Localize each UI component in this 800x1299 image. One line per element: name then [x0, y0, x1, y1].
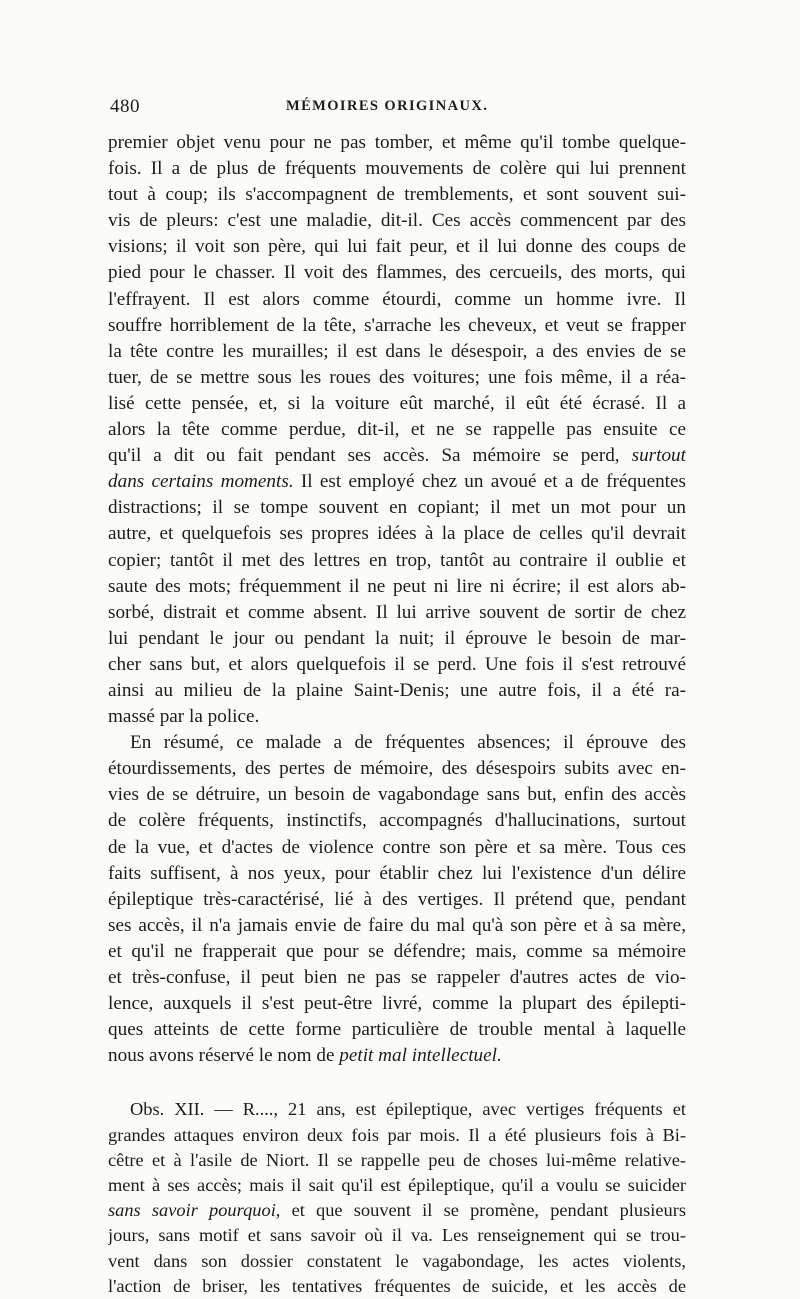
- text-line: l'effrayent. Il est alors comme étourdi, comme un homme ivre. Il: [108, 288, 686, 310]
- text-line: [108, 469, 686, 495]
- text-line: massé par la police.: [108, 706, 260, 728]
- text-line: visions; il voit son père, qui lui fait peur, et il lui donne des coups de: [108, 236, 686, 258]
- text-line: cêtre et à l'asile de Niort. Il se rappelle peu de choses lui-même relative-: [108, 1149, 686, 1170]
- text-line: premier objet venu pour ne pas tomber, et même qu'il tombe quelque-: [108, 132, 686, 153]
- text-line: [108, 1097, 686, 1122]
- text-segment: — R...., 21 ans, est épileptique, avec vertiges fréquents et: [204, 1099, 686, 1120]
- text-line: fois. Il a de plus de fréquents mouvements de colère qui lui prennent: [108, 158, 686, 180]
- page-header: [108, 96, 686, 130]
- observation-label: Obs. XII.: [130, 1099, 205, 1120]
- text-line: tuer, de se mettre sous les roues des voitures; une fois même, il a réa-: [108, 366, 686, 388]
- text-line: copier; tantôt il met des lettres en trop, tantôt au contraire il oublie et: [108, 549, 686, 571]
- text-segment: qu'il a dit ou fait pendant ses accès. Sa mémoire se perd,: [108, 445, 620, 467]
- text-line: tout à coup; ils s'accompagnent de tremblements, et sont souvent sui-: [108, 184, 686, 206]
- text-line: En résumé, ce malade a de fréquentes absences; il éprouve des: [130, 732, 686, 754]
- text-line: [108, 443, 686, 469]
- text-line: ses accès, il n'a jamais envie de faire du mal qu'à son père et à sa mère,: [108, 914, 686, 936]
- text-line: et qu'il ne frapperait que pour se défendre; mais, comme sa mémoire: [108, 940, 686, 962]
- observation-xii: [108, 1097, 686, 1299]
- text-line: jours, sans motif et sans savoir où il va. Les renseignement qui se trou-: [108, 1225, 686, 1246]
- text-line: lui pendant le jour ou pendant la nuit; il éprouve le besoin de mar-: [108, 627, 686, 649]
- text-segment: et que souvent il se promène, pendant plusieurs: [280, 1200, 686, 1221]
- text-line: [108, 1198, 686, 1223]
- text-segment: Il est employé chez un avoué et a de fréquentes: [293, 471, 686, 493]
- text-line: [108, 1043, 686, 1069]
- text-line: ment à ses accès; mais il sait qu'il est épileptique, qu'il a voulu se suicider: [108, 1174, 686, 1195]
- text-line: de la vue, et d'actes de violence contre son père et sa mère. Tous ces: [108, 836, 686, 858]
- text-line: autre, et quelquefois ses propres idées à la place de celles qu'il devrait: [108, 523, 686, 545]
- text-line: grandes attaques environ deux fois par mois. Il a été plusieurs fois à Bi-: [108, 1124, 686, 1145]
- text-line: l'action de briser, les tentatives fréquentes de suicide, et les accès de: [108, 1275, 686, 1296]
- italic-text: sans savoir pourquoi,: [108, 1200, 281, 1221]
- text-line: épileptique très-caractérisé, lié à des vertiges. Il prétend que, pendant: [108, 888, 686, 910]
- text-line: cher sans but, et alors quelquefois il se perd. Une fois il s'est retrouvé: [108, 653, 686, 675]
- paragraph-summary: [108, 730, 686, 1069]
- text-line: saute des mots; fréquemment il ne peut ni lire ni écrire; il est alors ab-: [108, 575, 686, 597]
- text-line: vent dans son dossier constatent le vagabondage, les actes violents,: [108, 1250, 686, 1271]
- text-line: alors la tête comme perdue, dit-il, et ne se rappelle pas ensuite ce: [108, 419, 686, 441]
- text-line: lence, auxquels il s'est peut-être livré, comme la plupart des épilepti-: [108, 993, 686, 1015]
- book-page: [108, 96, 686, 1299]
- section-gap: [108, 1069, 686, 1097]
- paragraph-case-description: [108, 130, 686, 730]
- text-segment: nous avons réservé le nom de: [108, 1045, 335, 1067]
- text-line: sorbé, distrait et comme absent. Il lui arrive souvent de sortir de chez: [108, 601, 686, 623]
- italic-text: dans certains moments.: [108, 471, 294, 493]
- text-line: vies de se détruire, un besoin de vagabondage sans but, enfin des accès: [108, 784, 686, 806]
- text-line: la tête contre les murailles; il est dans le désespoir, a des envies de se: [108, 340, 686, 362]
- page-number: 480: [110, 96, 140, 117]
- text-line: de colère fréquents, instinctifs, accompagnés d'hallucinations, surtout: [108, 810, 686, 832]
- text-line: ques atteints de cette forme particulière de trouble mental à laquelle: [108, 1019, 686, 1041]
- italic-text: petit mal intellectuel.: [339, 1045, 502, 1067]
- text-line: ainsi au milieu de la plaine Saint-Denis; une autre fois, il a été ra-: [108, 679, 686, 701]
- text-line: lisé cette pensée, et, si la voiture eût marché, il eût été écrasé. Il a: [108, 392, 686, 414]
- text-line: pied pour le chasser. Il voit des flammes, des cercueils, des morts, qui: [108, 262, 686, 284]
- text-line: vis de pleurs: c'est une maladie, dit-il. Ces accès commencent par des: [108, 210, 686, 232]
- text-line: faits suffisent, à nos yeux, pour établir chez lui l'existence d'un délire: [108, 862, 686, 884]
- text-line: et très-confuse, il peut bien ne pas se rappeler d'autres actes de vio-: [108, 967, 686, 988]
- text-line: souffre horriblement de la tête, s'arrache les cheveux, et veut se frapper: [108, 314, 686, 336]
- italic-text: surtout: [631, 445, 686, 467]
- running-head: MÉMOIRES ORIGINAUX.: [286, 98, 489, 114]
- text-line: étourdissements, des pertes de mémoire, des désespoirs subits avec en-: [108, 758, 686, 780]
- text-line: distractions; il se tompe souvent en copiant; il met un mot pour un: [108, 497, 686, 519]
